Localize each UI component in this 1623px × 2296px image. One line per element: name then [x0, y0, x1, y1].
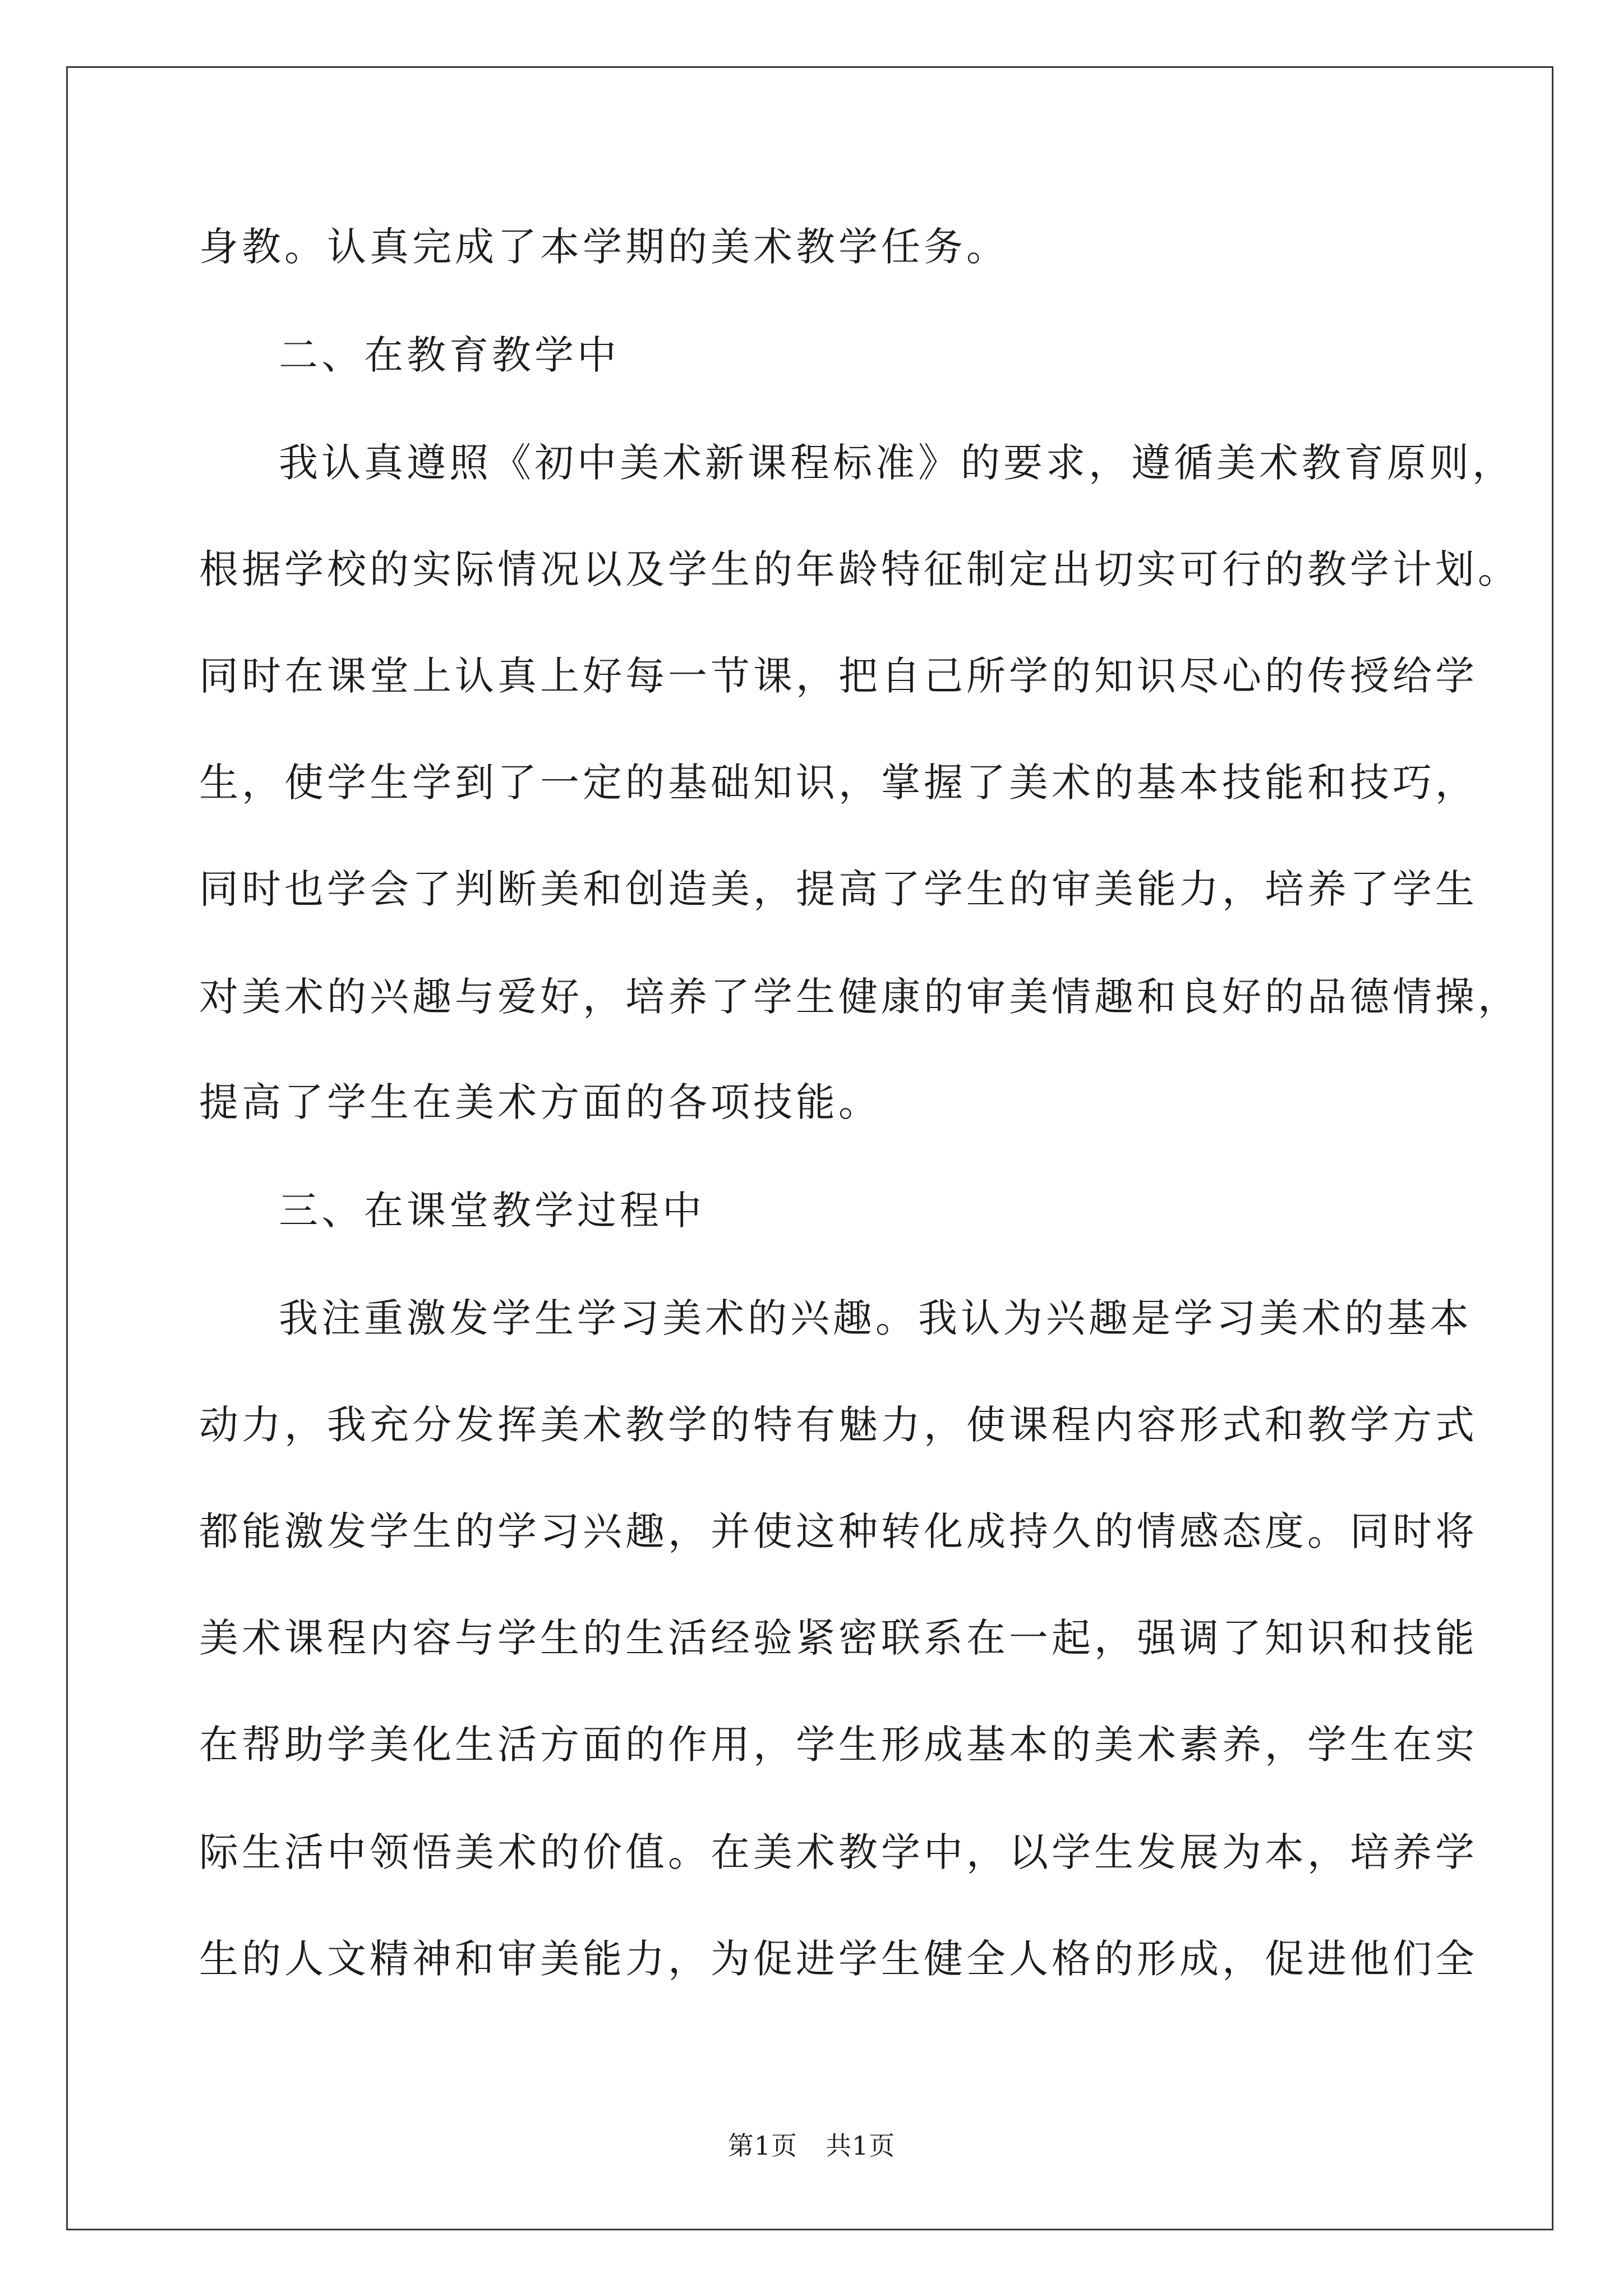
text-line: 我注重激发学生学习美术的兴趣。我认为兴趣是学习美术的基本 [279, 1295, 1472, 1341]
text-line: 同时也学会了判断美和创造美，提高了学生的审美能力，培养了学生 [199, 866, 1478, 912]
text-line: 生的人文精神和审美能力，为促进学生健全人格的形成，促进他们全 [199, 1936, 1478, 1982]
text-line: 根据学校的实际情况以及学生的年龄特征制定出切实可行的教学计划。 [199, 546, 1520, 592]
text-line: 都能激发学生的学习兴趣，并使这种转化成持久的情感态度。同时将 [199, 1508, 1478, 1554]
page-border [66, 66, 1553, 2230]
text-line: 提高了学生在美术方面的各项技能。 [199, 1079, 881, 1125]
page-footer [0, 2129, 1623, 2162]
text-line: 在帮助学美化生活方面的作用，学生形成基本的美术素养，学生在实 [199, 1722, 1478, 1768]
text-line: 动力，我充分发挥美术教学的特有魅力，使课程内容形式和教学方式 [199, 1402, 1478, 1448]
text-line: 生，使学生学到了一定的基础知识，掌握了美术的基本技能和技巧， [199, 760, 1478, 806]
page-number: 第1页 [727, 2131, 797, 2161]
text-line: 际生活中领悟美术的价值。在美术教学中，以学生发展为本，培养学 [199, 1829, 1478, 1875]
section-heading: 三、在课堂教学过程中 [279, 1188, 705, 1234]
page-count: 共1页 [826, 2131, 896, 2161]
text-line: 我认真遵照《初中美术新课程标准》的要求，遵循美术教育原则， [279, 440, 1515, 486]
section-heading: 二、在教育教学中 [279, 332, 620, 378]
text-line: 同时在课堂上认真上好每一节课，把自己所学的知识尽心的传授给学 [199, 653, 1478, 699]
text-line: 对美术的兴趣与爱好，培养了学生健康的审美情趣和良好的品德情操， [199, 974, 1520, 1020]
text-line: 身教。认真完成了本学期的美术教学任务。 [199, 224, 1009, 270]
text-line: 美术课程内容与学生的生活经验紧密联系在一起，强调了知识和技能 [199, 1615, 1478, 1661]
